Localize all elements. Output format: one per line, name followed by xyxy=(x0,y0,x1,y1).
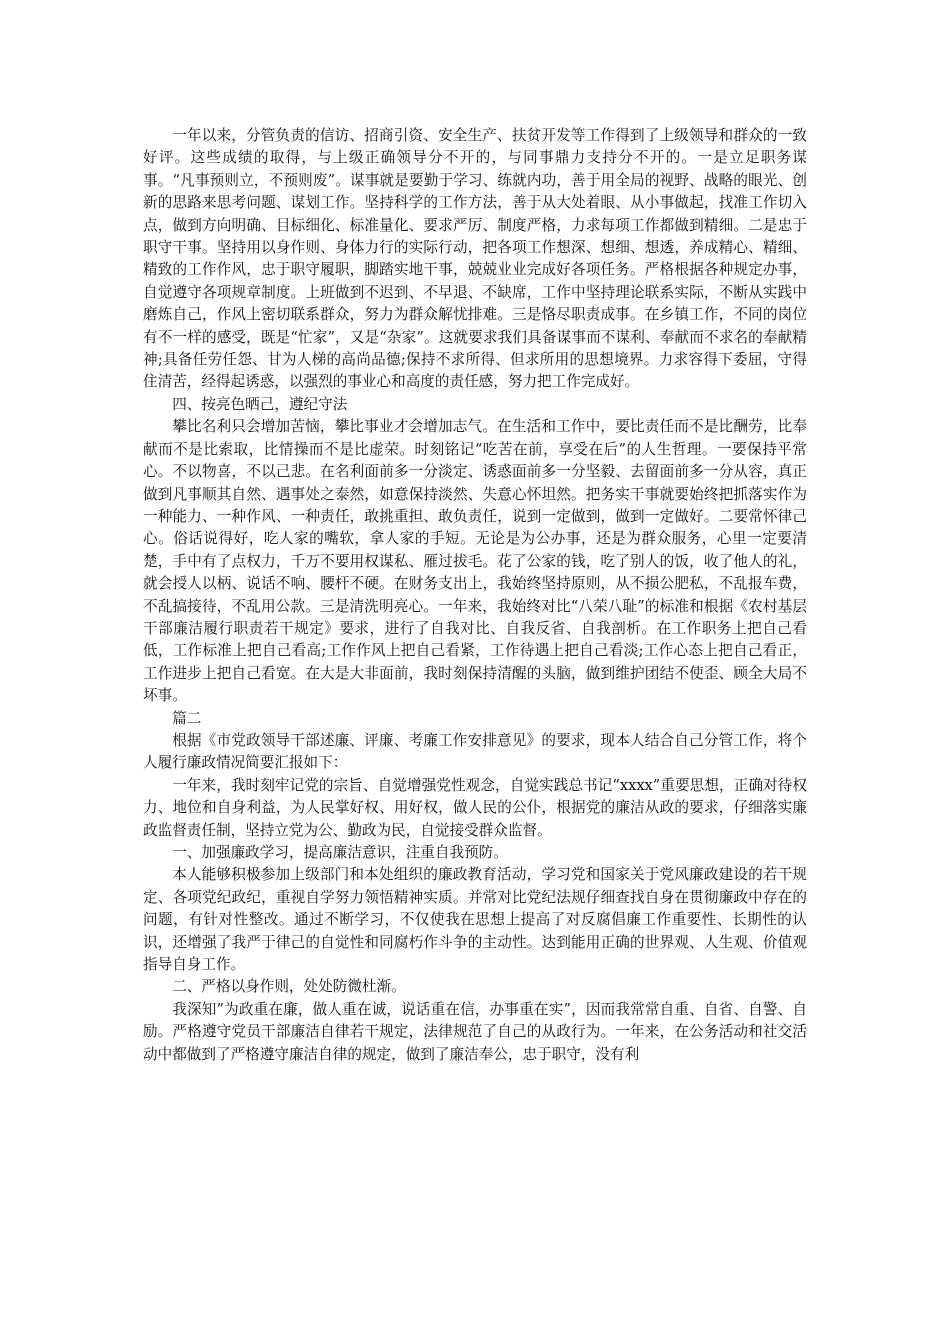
section-heading-part-two: 篇二 xyxy=(172,709,202,727)
document-page xyxy=(143,125,807,1325)
paragraph-party-spirit: 一年来，我时刻牢记党的宗旨、自觉增强党性观念，自觉实践总书记“xxxx”重要思想，正确对待权力、地位和自身利益，为人民掌好权、用好权，做人民的公仆，根据党的廉洁从政的要求，仔细落实廉政监督责任制，坚持立党为公、勤政为民，自觉接受群众监督。 xyxy=(143,776,807,839)
section-heading-four: 四、按亮色晒己，遵纪守法 xyxy=(172,395,348,413)
section-heading-one: 一、加强廉政学习，提高廉洁意识，注重自我预防。 xyxy=(172,844,508,861)
section-heading-two: 二、严格以身作则，处处防微杜渐。 xyxy=(172,978,406,996)
paragraph-report-intro: 根据《市党政领导干部述廉、评廉、考廉工作安排意见》的要求，现本人结合自己分管工作，将个人履行廉政情况简要汇报如下： xyxy=(143,731,807,772)
paragraph-work-summary: 一年以来，分管负责的信访、招商引资、安全生产、扶贫开发等工作得到了上级领导和群众的一致好评。这些成绩的取得，与上级正确领导分不开的，与同事鼎力支持分不开的。一是立足职务谋事。“凡事预则立，不预则废”。谋事就是要勤于学习、练就内功，善于用全局的视野、战略的眼光、创新的思路来思考问题、谋划工作。坚持科学的工作方法，善于从大处着眼、从小事做起，找准工作切入点，做到方向明确、目标细化、标准量化、要求严厉、制度严格，力求每项工作都做到精细。二是忠于职守干事。坚持用以身作则、身体力行的实际行动，把各项工作想深、想细、想透，养成精心、精细、精致的工作作风，忠于职守履职，脚踏实地干事，兢兢业业完成好各项任务。严格根据各种规定办事，自觉遵守各项规章制度。上班做到不迟到、不早退、不缺席，工作中坚持理论联系实际，不断从实践中磨炼自己，作风上密切联系群众，努力为群众解忧排难。三是恪尽职责成事。在乡镇工作，不同的岗位有不一样的感受，既是“忙家”，又是“杂家”。这就要求我们具备谋事而不谋利、奉献而不求名的奉献精神;具备任劳任怨、甘为人梯的高尚品德;保持不求所得、但求所用的思想境界。力求容得下委屈，守得住清苦，经得起诱惑，以强烈的事业心和高度的责任感，努力把工作完成好。 xyxy=(143,127,807,391)
paragraph-study: 本人能够积极参加上级部门和本处组织的廉政教育活动，学习党和国家关于党风廉政建设的若干规定、各项党纪政纪，重视自学努力领悟精神实质。并常对比党纪法规仔细查找自身在贯彻廉政中存在的问题，有针对性整改。通过不断学习，不仅使我在思想上提高了对反腐倡廉工作重要性、长期性的认识，还增强了我严于律己的自觉性和同腐朽作斗争的主动性。达到能用正确的世界观、人生观、价值观指导自身工作。 xyxy=(143,866,807,974)
paragraph-discipline: 攀比名利只会增加苦恼，攀比事业才会增加志气。在生活和工作中，要比责任而不是比酬劳，比奉献而不是比索取，比情操而不是比虚荣。时刻铭记“吃苦在前，享受在后”的人生哲理。一要保持平常心。不以物喜，不以己悲。在名利面前多一分淡定、诱惑面前多一分坚毅、去留面前多一分从容，真正做到凡事顺其自然、遇事处之泰然，如意保持淡然、失意心怀坦然。把务实干事就要始终把抓落实作为一种能力、一种作风、一种责任，敢挑重担、敢负责任，说到一定做到，做到一定做好。二要常怀律己心。俗话说得好，吃人家的嘴软，拿人家的手短。无论是为公办事，还是为群众服务，心里一定要清楚，手中有了点权力，千万不要用权谋私、雁过拔毛。花了公家的钱，吃了别人的饭，收了他人的礼，就会授人以柄、说话不响、腰杆不硬。在财务支出上，我始终坚持原则，从不损公肥私，不乱报车费，不乱搞接待，不乱用公款。三是清洗明亮心。一年来，我始终对比“八荣八耻”的标准和根据《农村基层干部廉洁履行职责若干规定》要求，进行了自我对比、自我反省、自我剖析。在工作职务上把自己看低，工作标准上把自己看高;工作作风上把自己看紧，工作待遇上把自己看淡;工作心态上把自己看正，工作进步上把自己看宽。在大是大非面前，我时刻保持清醒的头脑，做到维护团结不使歪、顾全大局不坏事。 xyxy=(143,418,807,705)
paragraph-self-discipline: 我深知”为政重在廉，做人重在诚，说话重在信，办事重在实”，因而我常常自重、自省、自警、自励。严格遵守党员干部廉洁自律若干规定，法律规范了自己的从政行为。一年来，在公务活动和社交活动中都做到了严格遵守廉洁自律的规定，做到了廉洁奉公，忠于职守，没有利 xyxy=(143,1000,807,1063)
